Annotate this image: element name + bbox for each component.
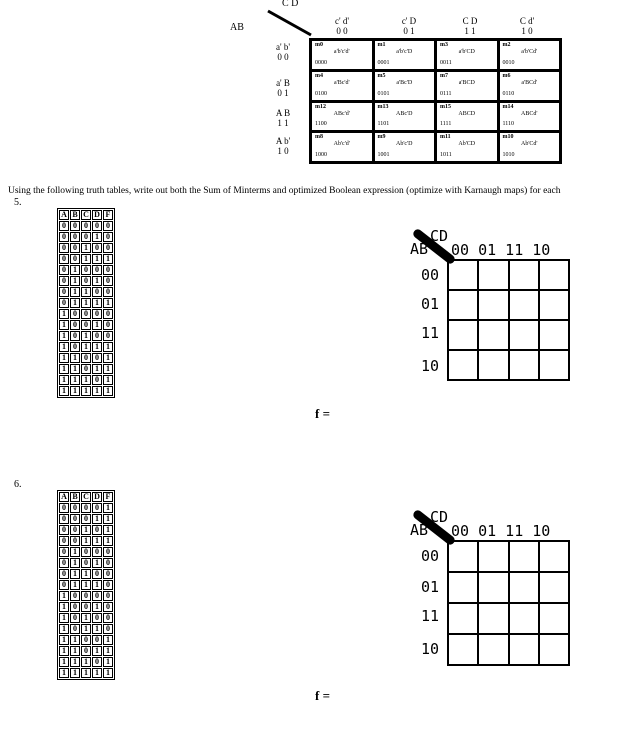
- table-cell: 1: [59, 353, 69, 363]
- table-cell: 0: [103, 591, 113, 601]
- table-cell: 0: [92, 353, 102, 363]
- table-cell: 0: [81, 635, 91, 645]
- table-cell: 1: [70, 287, 80, 297]
- table-cell: 0: [81, 364, 91, 374]
- table-row: [59, 591, 113, 601]
- table-row: [59, 503, 113, 513]
- header-cell: F: [103, 492, 113, 502]
- table-row: [59, 232, 113, 242]
- kmap-cell[interactable]: [448, 320, 478, 350]
- table-cell: 0: [92, 613, 102, 623]
- table-row: [59, 580, 113, 590]
- table-cell: 0: [92, 591, 102, 601]
- table-cell: 0: [70, 525, 80, 535]
- table-cell: 1: [59, 364, 69, 374]
- kmap-cell[interactable]: [478, 260, 508, 290]
- table-cell: 0: [92, 287, 102, 297]
- table-cell: 0: [103, 569, 113, 579]
- table-cell: 1: [59, 646, 69, 656]
- table-cell: 0: [81, 309, 91, 319]
- kmap-column-labels: 00 01 11 10: [451, 522, 551, 540]
- table-cell: 1: [92, 624, 102, 634]
- kmap-cell[interactable]: [478, 541, 508, 572]
- table-cell: 1: [59, 375, 69, 385]
- table-cell: 1: [81, 613, 91, 623]
- table-cell: 1: [59, 613, 69, 623]
- table-cell: 1: [59, 635, 69, 645]
- table-cell: 0: [81, 265, 91, 275]
- table-row: [59, 558, 113, 568]
- table-cell: 1: [70, 635, 80, 645]
- table-cell: 0: [59, 276, 69, 286]
- table-cell: 1: [81, 243, 91, 253]
- table-cell: 1: [59, 591, 69, 601]
- kmap-cell[interactable]: [478, 320, 508, 350]
- table-cell: 1: [70, 569, 80, 579]
- table-row: [59, 657, 113, 667]
- table-cell: 1: [70, 353, 80, 363]
- header-cell: A: [59, 210, 69, 220]
- reference-row-header: a' B 0 1: [276, 78, 290, 98]
- problem-number: 5.: [14, 197, 22, 208]
- table-cell: 0: [59, 514, 69, 524]
- table-cell: 0: [81, 602, 91, 612]
- table-cell: 0: [103, 624, 113, 634]
- table-cell: 0: [81, 514, 91, 524]
- table-cell: 0: [103, 243, 113, 253]
- table-row: [59, 243, 113, 253]
- kmap-cell[interactable]: [539, 541, 569, 572]
- table-cell: 0: [59, 580, 69, 590]
- table-cell: 1: [81, 569, 91, 579]
- kmap-row-label: 00: [421, 266, 440, 284]
- table-cell: 0: [92, 547, 102, 557]
- table-cell: 0: [70, 602, 80, 612]
- table-cell: 0: [92, 309, 102, 319]
- table-cell: 0: [59, 503, 69, 513]
- table-cell: 0: [103, 221, 113, 231]
- table-cell: 1: [92, 298, 102, 308]
- header-cell: C: [81, 210, 91, 220]
- table-cell: 1: [81, 580, 91, 590]
- table-cell: 1: [81, 342, 91, 352]
- table-cell: 1: [103, 503, 113, 513]
- reference-cell: m14 ABCd' 1110: [500, 103, 560, 131]
- table-cell: 1: [92, 386, 102, 396]
- table-cell: 0: [103, 309, 113, 319]
- reference-cell: m4 a'Bc'd' 0100: [312, 72, 372, 100]
- table-cell: 1: [81, 624, 91, 634]
- table-cell: 0: [103, 232, 113, 242]
- kmap-grid: [447, 540, 570, 666]
- reference-cell: m6 a'BCd' 0110: [500, 72, 560, 100]
- table-row: [59, 386, 113, 396]
- header-cell: D: [92, 492, 102, 502]
- table-cell: 0: [103, 331, 113, 341]
- table-cell: 1: [81, 668, 91, 678]
- table-cell: 0: [70, 221, 80, 231]
- kmap-cell[interactable]: [509, 603, 539, 634]
- kmap-row-label: 01: [421, 295, 440, 313]
- table-row: [59, 353, 113, 363]
- reference-cell: m0 a'b'c'd' 0000: [312, 41, 372, 69]
- table-cell: 1: [103, 536, 113, 546]
- table-row: [59, 364, 113, 374]
- table-cell: 1: [92, 602, 102, 612]
- table-cell: 0: [81, 320, 91, 330]
- header-cell: B: [70, 492, 80, 502]
- table-row: [59, 320, 113, 330]
- table-cell: 0: [70, 232, 80, 242]
- table-cell: 1: [70, 276, 80, 286]
- table-row: [59, 342, 113, 352]
- table-row: [59, 265, 113, 275]
- kmap-cd-label: CD: [430, 227, 449, 245]
- kmap-cell[interactable]: [509, 260, 539, 290]
- table-cell: 0: [103, 320, 113, 330]
- table-cell: 1: [59, 309, 69, 319]
- table-row: [59, 569, 113, 579]
- table-row: [59, 525, 113, 535]
- table-cell: 0: [81, 353, 91, 363]
- table-cell: 1: [81, 536, 91, 546]
- table-row: [59, 375, 113, 385]
- table-cell: 0: [92, 331, 102, 341]
- kmap-cell[interactable]: [539, 350, 569, 380]
- truth-table-header: [59, 492, 113, 502]
- table-cell: 0: [103, 613, 113, 623]
- instructions-text: Using the following truth tables, write out both the Sum of Minterms and optimized Boolean expression (optimize with Karnaugh maps) for each: [8, 186, 561, 196]
- table-cell: 1: [81, 525, 91, 535]
- table-cell: 0: [92, 503, 102, 513]
- table-cell: 0: [59, 287, 69, 297]
- table-cell: 1: [70, 558, 80, 568]
- kmap-row-label: 11: [421, 607, 440, 625]
- table-cell: 0: [59, 547, 69, 557]
- table-cell: 0: [59, 254, 69, 264]
- table-cell: 1: [92, 364, 102, 374]
- table-cell: 0: [70, 309, 80, 319]
- header-cell: B: [70, 210, 80, 220]
- reference-cell: m13 ABc'D 1101: [375, 103, 435, 131]
- table-cell: 0: [81, 232, 91, 242]
- table-cell: 0: [70, 331, 80, 341]
- table-row: [59, 331, 113, 341]
- table-cell: 1: [81, 375, 91, 385]
- table-cell: 0: [103, 547, 113, 557]
- kmap-row-label: 10: [421, 357, 440, 375]
- table-row: [59, 624, 113, 634]
- table-cell: 1: [70, 547, 80, 557]
- table-cell: 0: [59, 265, 69, 275]
- problem-number: 6.: [14, 479, 22, 490]
- header-cell: A: [59, 492, 69, 502]
- reference-cell: m1 a'b'c'D 0001: [375, 41, 435, 69]
- reference-cell: m3 a'b'CD 0011: [437, 41, 497, 69]
- table-cell: 1: [92, 320, 102, 330]
- table-cell: 0: [92, 243, 102, 253]
- kmap-row-label: 11: [421, 324, 440, 342]
- kmap-cell[interactable]: [448, 260, 478, 290]
- kmap-cell[interactable]: [478, 290, 508, 320]
- truth-table: [57, 490, 115, 680]
- table-row: [59, 287, 113, 297]
- table-cell: 0: [81, 591, 91, 601]
- table-cell: 0: [103, 287, 113, 297]
- table-cell: 1: [59, 320, 69, 330]
- table-cell: 1: [59, 331, 69, 341]
- table-cell: 1: [81, 254, 91, 264]
- kmap-ab-label: AB: [410, 240, 429, 258]
- reference-cell: m15 ABCD 1111: [437, 103, 497, 131]
- reference-cell: m8 Ab'c'd' 1000: [312, 133, 372, 161]
- kmap-cell[interactable]: [539, 320, 569, 350]
- kmap-cell[interactable]: [509, 290, 539, 320]
- table-cell: 0: [81, 276, 91, 286]
- table-cell: 0: [92, 221, 102, 231]
- kmap-cell[interactable]: [539, 603, 569, 634]
- table-cell: 0: [70, 320, 80, 330]
- table-cell: 0: [92, 375, 102, 385]
- table-cell: 0: [92, 569, 102, 579]
- table-cell: 1: [59, 657, 69, 667]
- table-cell: 1: [103, 364, 113, 374]
- reference-col-header: C D 1 1: [462, 16, 478, 36]
- table-row: [59, 536, 113, 546]
- kmap-column-labels: 00 01 11 10: [451, 241, 551, 259]
- reference-kmap-grid: [309, 38, 562, 164]
- reference-row-header: a' b' 0 0: [276, 42, 290, 62]
- table-cell: 0: [70, 503, 80, 513]
- table-cell: 0: [92, 657, 102, 667]
- reference-cell: m7 a'BCD 0111: [437, 72, 497, 100]
- table-cell: 0: [59, 298, 69, 308]
- table-cell: 0: [70, 613, 80, 623]
- table-cell: 0: [70, 624, 80, 634]
- table-cell: 1: [92, 668, 102, 678]
- table-cell: 0: [103, 276, 113, 286]
- table-cell: 1: [103, 254, 113, 264]
- reference-corner-diagonal: [265, 8, 315, 38]
- kmap-cell[interactable]: [448, 290, 478, 320]
- reference-row-header: A B 1 1: [275, 108, 291, 128]
- table-cell: 0: [81, 547, 91, 557]
- table-cell: 1: [81, 657, 91, 667]
- truth-table-header: [59, 210, 113, 220]
- kmap-ab-label: AB: [410, 521, 429, 539]
- table-row: [59, 646, 113, 656]
- kmap-grid: [447, 259, 570, 381]
- table-cell: 0: [59, 569, 69, 579]
- reference-cell: m10 Ab'Cd' 1010: [500, 133, 560, 161]
- table-cell: 1: [92, 646, 102, 656]
- kmap-cell[interactable]: [448, 634, 478, 665]
- f-answer-label: f =: [315, 688, 330, 703]
- table-cell: 0: [81, 558, 91, 568]
- kmap-row-label: 01: [421, 578, 440, 596]
- table-row: [59, 254, 113, 264]
- table-cell: 1: [103, 657, 113, 667]
- table-cell: 0: [92, 525, 102, 535]
- table-cell: 0: [81, 221, 91, 231]
- table-cell: 1: [70, 265, 80, 275]
- table-cell: 0: [70, 342, 80, 352]
- table-row: [59, 602, 113, 612]
- reference-cell: m12 ABc'd' 1100: [312, 103, 372, 131]
- kmap-cell[interactable]: [539, 572, 569, 603]
- table-cell: 1: [92, 276, 102, 286]
- table-cell: 1: [70, 668, 80, 678]
- table-cell: 0: [103, 558, 113, 568]
- table-cell: 0: [92, 635, 102, 645]
- table-cell: 1: [59, 602, 69, 612]
- kmap-cell[interactable]: [509, 350, 539, 380]
- reference-cell: m11 Ab'CD 1011: [437, 133, 497, 161]
- kmap-cd-label: CD: [430, 508, 449, 526]
- table-row: [59, 276, 113, 286]
- table-cell: 1: [103, 353, 113, 363]
- table-cell: 0: [103, 602, 113, 612]
- table-cell: 0: [59, 558, 69, 568]
- table-cell: 1: [92, 514, 102, 524]
- truth-table: [57, 208, 115, 398]
- table-cell: 1: [92, 342, 102, 352]
- table-cell: 1: [103, 298, 113, 308]
- table-cell: 0: [70, 254, 80, 264]
- table-cell: 0: [81, 503, 91, 513]
- table-row: [59, 514, 113, 524]
- kmap-cell[interactable]: [539, 290, 569, 320]
- table-cell: 1: [59, 624, 69, 634]
- reference-cd-title: C D: [282, 0, 299, 9]
- kmap-row-label: 10: [421, 640, 440, 658]
- table-cell: 1: [103, 375, 113, 385]
- kmap-cell[interactable]: [478, 572, 508, 603]
- table-cell: 1: [92, 558, 102, 568]
- reference-col-header: C d' 1 0: [519, 16, 535, 36]
- table-cell: 1: [70, 657, 80, 667]
- reference-row-header: A b' 1 0: [275, 136, 291, 156]
- table-cell: 1: [103, 386, 113, 396]
- table-cell: 1: [70, 364, 80, 374]
- table-cell: 0: [70, 243, 80, 253]
- kmap-cell[interactable]: [448, 572, 478, 603]
- table-row: [59, 613, 113, 623]
- table-cell: 0: [103, 580, 113, 590]
- kmap-cell[interactable]: [539, 634, 569, 665]
- table-cell: 1: [59, 386, 69, 396]
- kmap-cell[interactable]: [509, 541, 539, 572]
- table-cell: 1: [70, 386, 80, 396]
- kmap-cell[interactable]: [478, 603, 508, 634]
- kmap-cell[interactable]: [509, 320, 539, 350]
- table-cell: 1: [81, 298, 91, 308]
- kmap-cell[interactable]: [448, 603, 478, 634]
- reference-col-header: c' D 0 1: [401, 16, 417, 36]
- kmap-cell[interactable]: [448, 350, 478, 380]
- table-cell: 0: [59, 232, 69, 242]
- table-cell: 1: [92, 254, 102, 264]
- table-cell: 1: [92, 536, 102, 546]
- table-cell: 0: [103, 265, 113, 275]
- table-cell: 1: [81, 287, 91, 297]
- kmap-cell[interactable]: [539, 260, 569, 290]
- table-cell: 0: [59, 525, 69, 535]
- table-cell: 1: [70, 298, 80, 308]
- table-row: [59, 298, 113, 308]
- kmap-cell[interactable]: [509, 572, 539, 603]
- f-answer-label: f =: [315, 406, 330, 421]
- table-cell: 0: [70, 514, 80, 524]
- header-cell: C: [81, 492, 91, 502]
- reference-cell: m9 Ab'c'D 1001: [375, 133, 435, 161]
- table-row: [59, 668, 113, 678]
- kmap-cell[interactable]: [478, 350, 508, 380]
- table-cell: 0: [59, 243, 69, 253]
- reference-cell: m2 a'b'Cd' 0010: [500, 41, 560, 69]
- table-cell: 1: [92, 232, 102, 242]
- table-cell: 0: [81, 646, 91, 656]
- table-cell: 1: [103, 525, 113, 535]
- table-row: [59, 635, 113, 645]
- kmap-cell[interactable]: [448, 541, 478, 572]
- table-cell: 0: [70, 536, 80, 546]
- kmap-row-label: 00: [421, 547, 440, 565]
- table-cell: 0: [59, 536, 69, 546]
- table-cell: 1: [92, 580, 102, 590]
- table-cell: 1: [70, 580, 80, 590]
- kmap-cell[interactable]: [509, 634, 539, 665]
- table-cell: 1: [103, 668, 113, 678]
- table-row: [59, 221, 113, 231]
- table-cell: 1: [59, 668, 69, 678]
- table-cell: 1: [103, 635, 113, 645]
- table-cell: 1: [59, 342, 69, 352]
- reference-col-header: c' d' 0 0: [335, 16, 349, 36]
- table-cell: 1: [81, 331, 91, 341]
- header-cell: D: [92, 210, 102, 220]
- table-row: [59, 309, 113, 319]
- table-cell: 0: [92, 265, 102, 275]
- table-cell: 1: [103, 342, 113, 352]
- header-cell: F: [103, 210, 113, 220]
- reference-ab-label: AB: [230, 22, 244, 33]
- table-cell: 1: [81, 386, 91, 396]
- table-cell: 0: [70, 591, 80, 601]
- kmap-cell[interactable]: [478, 634, 508, 665]
- table-cell: 1: [103, 646, 113, 656]
- table-cell: 1: [103, 514, 113, 524]
- reference-cell: m5 a'Bc'D 0101: [375, 72, 435, 100]
- table-cell: 1: [70, 646, 80, 656]
- table-cell: 1: [70, 375, 80, 385]
- table-row: [59, 547, 113, 557]
- table-cell: 0: [59, 221, 69, 231]
